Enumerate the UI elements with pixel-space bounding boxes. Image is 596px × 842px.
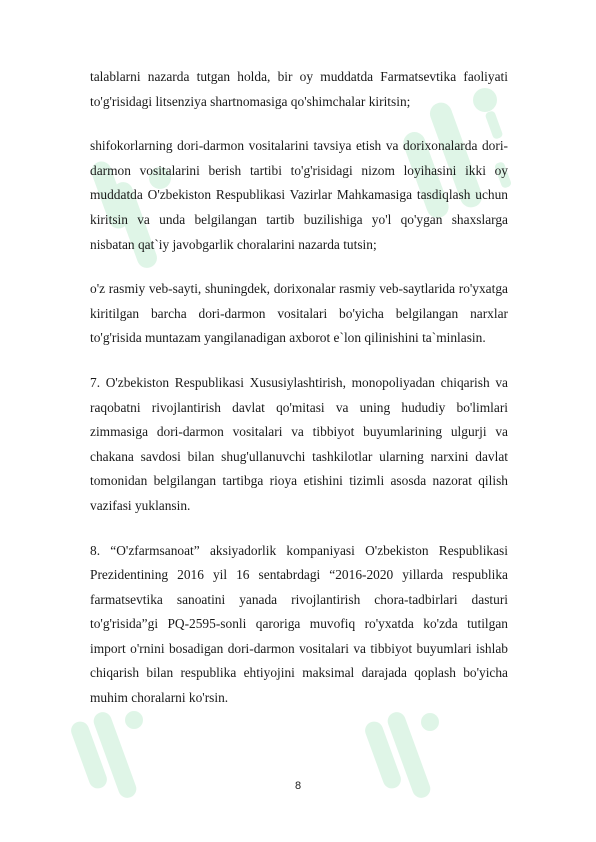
page-number: 8 <box>294 780 302 792</box>
paragraph-1: talablarni nazarda tutgan holda, bir oy muddatda Farmatsevtika faoliyati to'g'risidagi litsenziya shartnomasiga qo'shimchalar kiritsin; <box>90 69 508 109</box>
paragraph-4: 7. O'zbekiston Respublikasi Xususiylashtirish, monopoliyadan chiqarish va raqobatni rivojlantirish davlat qo'mitasi va uning hududiy bo'limlari zimmasiga dori-darmon vositalari va tibbiyot buyumlarining ulgurji va chakana savdosi bilan shug'ullanuvchi tashkilotlar ularning narxini davlat tomonidan belgilangan tartibga rioya etishini tizimli asosda nazorat qilish vazifasi yuklansin. <box>90 374 508 513</box>
paragraph-5: 8. “O'zfarmsanoat” aksiyadorlik kompaniyasi O'zbekiston Respublikasi Prezidentining 2016 yil 16 sentabrdagi “2016-2020 yillarda respublika farmatsevtika sanoatini yanada rivojlantirish chora-tadbirlari dasturi to'g'risida”gi PQ-2595-sonli qaroriga muvofiq ro'yxatda ko'zda tutilgan import o'rnini bosadigan dori-darmon vositalari va tibbiyot buyumlari ishlab chiqarish bilan respublika ehtiyojini maksimal darajada qoplash bo'yicha muhim choralarni ko'rsin. <box>90 542 508 706</box>
paragraph-3: o'z rasmiy veb-sayti, shuningdek, dorixonalar rasmiy veb-saytlarida ro'yxatga kiritilgan barcha dori-darmon vositalari bo'yicha belgilangan narxlar to'g'risida muntazam yangilanadigan axborot e`lon qilinishini ta`minlasin. <box>90 281 508 346</box>
paragraph-2: shifokorlarning dori-darmon vositalarini tavsiya etish va dorixonalarda dori-darmon vositalarini berish tartibi to'g'risidagi nizom loyihasini ikki oy muddatda O'zbekiston Respublikasi Vazirlar Mahkamasiga tasdiqlash uchun kiritsin va unda belgilangan tartib buzilishiga yo'l qo'ygan shaxslarga nisbatan qat`iy javobgarlik choralarini nazarda tutsin; <box>90 138 508 252</box>
document-body <box>90 65 508 731</box>
